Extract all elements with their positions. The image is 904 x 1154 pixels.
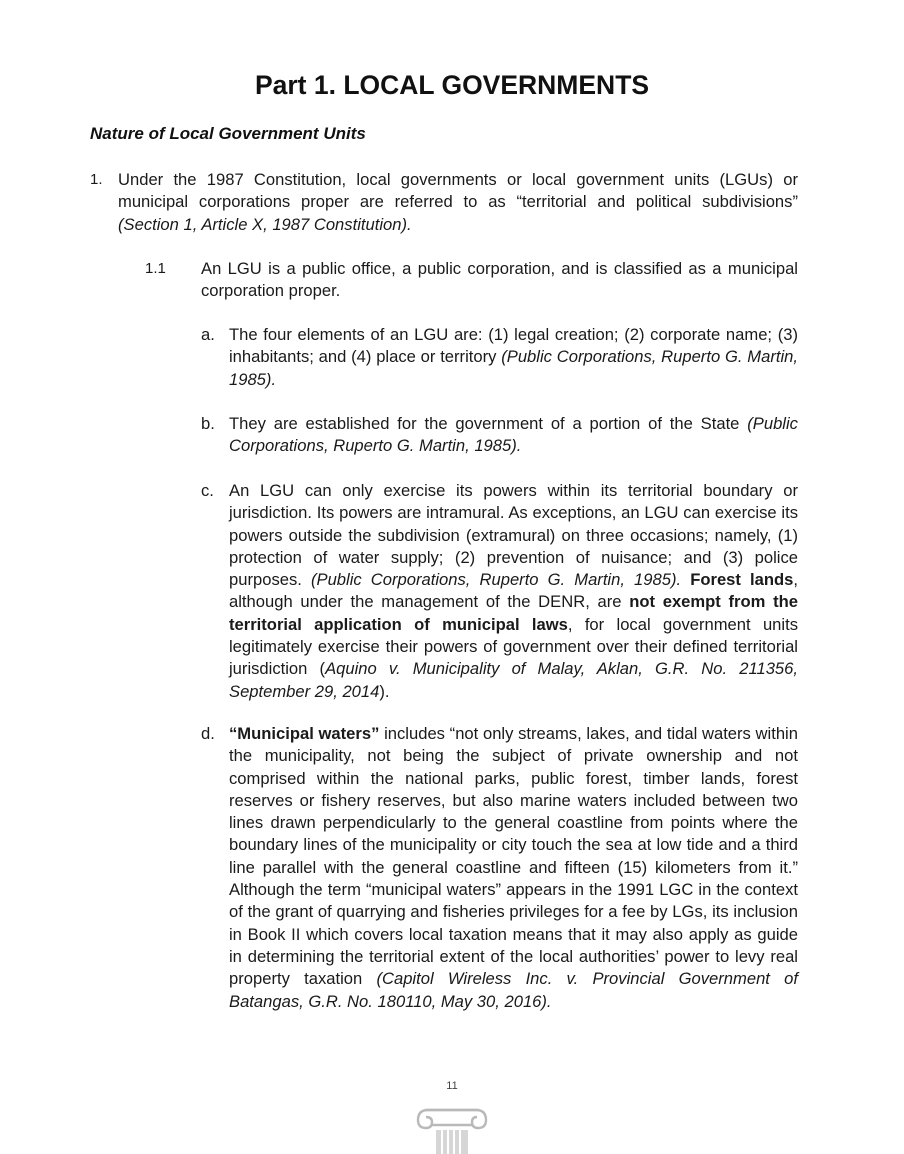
item-c-paragraph xyxy=(229,480,798,703)
ionic-column-icon xyxy=(412,1106,492,1154)
item-b-paragraph xyxy=(229,413,798,458)
item-a-paragraph xyxy=(229,324,798,391)
item-c-citation-2: Aquino v. Municipality of Malay, Aklan, G.R. No. 211356, September 29, 2014 xyxy=(229,659,798,701)
item-c-text-1: An LGU can only exercise its powers within its territorial boundary or jurisdiction. Its powers are intramural. As exceptions, an LGU can exercise its powers outside the subdivision (extramural) on three occasions; namely, (1) protection of water supply; (2) prevention of nuisance; and (3) police purposes. xyxy=(229,481,798,590)
item-d-bold-term: “Municipal waters” xyxy=(229,724,380,743)
page-number: 11 xyxy=(446,1080,458,1092)
item-b-text: They are established for the government of a portion of the State xyxy=(229,414,740,433)
item-c-letter: c. xyxy=(201,481,214,500)
item-d-letter: d. xyxy=(201,724,215,743)
item-1-1-text: An LGU is a public office, a public corporation, and is classified as a municipal corporation proper. xyxy=(201,259,798,301)
item-a-letter: a. xyxy=(201,325,215,344)
item-1-1-paragraph xyxy=(201,258,798,303)
item-c-text-2: , although under the management of the DENR, are xyxy=(229,570,798,612)
page-title: Part 1. LOCAL GOVERNMENTS xyxy=(254,70,650,100)
item-b-citation: (Public Corporations, Ruperto G. Martin, 1985). xyxy=(229,414,798,456)
item-c-text-3: , for local government units legitimately exercise their powers of government over their defined territorial jurisdiction ( xyxy=(229,614,798,679)
item-b-letter: b. xyxy=(201,414,215,433)
item-1-number: 1. xyxy=(90,171,103,188)
item-d-text: includes “not only streams, lakes, and tidal waters within the municipality, not being the subject of private ownership and not comprised within the national parks, public forest, timber lands, forest reserves or fishery reserves, but also marine waters included between two lines drawn perpendicularly to the general coastline from points where the boundary lines of the municipality or city touch the sea at low tide and a third line parallel with the general coastline and fifteen (15) kilometers from it.” Although the term “municipal waters” appears in the 1991 LGC in the context of the grant of quarrying and fisheries privileges for a fee by LGs, its inclusion in Book II which covers local taxation means that it may also apply as guide in determining the territorial extent of the local authorities’ power to levy real property taxation xyxy=(229,724,798,989)
item-c-citation-1: (Public Corporations, Ruperto G. Martin, 1985). xyxy=(310,570,682,590)
item-a-citation: (Public Corporations, Ruperto G. Martin, 1985). xyxy=(229,347,798,389)
item-d-paragraph xyxy=(229,723,798,1013)
item-1-paragraph xyxy=(118,169,798,236)
section-heading: Nature of Local Government Units xyxy=(90,124,366,143)
item-a-text: The four elements of an LGU are: (1) legal creation; (2) corporate name; (3) inhabitants; and (4) place or territory xyxy=(229,325,798,367)
item-c-bold-not-exempt: not exempt from the territorial application of municipal laws xyxy=(229,592,799,634)
item-1-1-number: 1.1 xyxy=(145,260,166,277)
item-1-citation: (Section 1, Article X, 1987 Constitution). xyxy=(118,214,412,234)
item-1-text: Under the 1987 Constitution, local governments or local government units (LGUs) or municipal corporations proper are referred to as “territorial and political subdivisions” xyxy=(118,170,798,212)
item-c-bold-forest-lands: Forest lands xyxy=(690,570,794,590)
item-c-text-4: ). xyxy=(379,681,390,701)
item-d-citation: (Capitol Wireless Inc. v. Provincial Government of Batangas, G.R. No. 180110, May 30, 2016). xyxy=(229,969,798,1011)
